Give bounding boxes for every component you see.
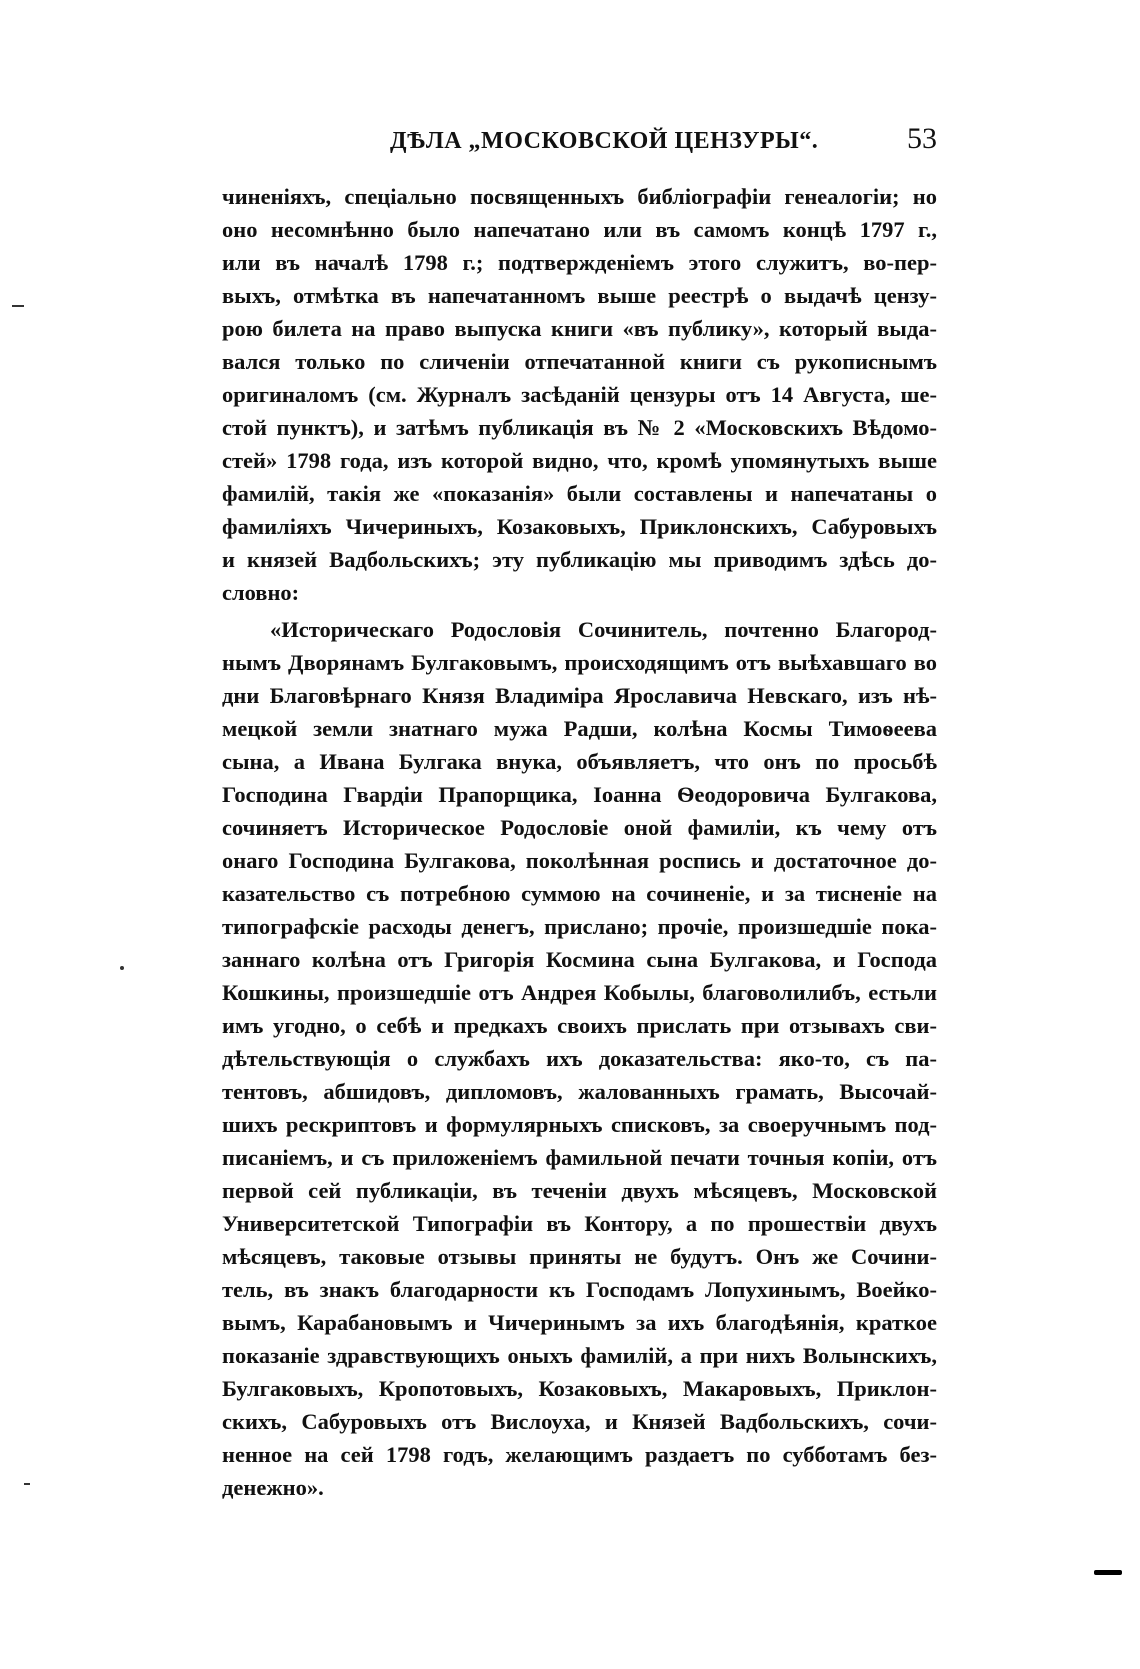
text-line: скихъ, Сабуровыхъ отъ Вислоуха, и Князей Вадбольскихъ, сочи-: [222, 1409, 937, 1434]
text-block: [222, 180, 937, 1504]
text-line: имъ угодно, о себѣ и предкахъ своихъ прислать при отзывахъ сви-: [222, 1013, 937, 1038]
text-line: ненное на сей 1798 годъ, желающимъ раздаетъ по субботамъ без-: [222, 1442, 937, 1467]
text-line: Булгаковыхъ, Кропотовыхъ, Козаковыхъ, Макаровыхъ, Приклон-: [222, 1376, 937, 1401]
text-line: казательство съ потребною суммою на сочиненіе, и за тисненіе на: [222, 881, 937, 906]
text-line: и князей Вадбольскихъ; эту публикацію мы приводимъ здѣсь до-: [222, 547, 937, 572]
text-line: словно:: [222, 580, 300, 605]
running-title: ДѢЛА „МОСКОВСКОЙ ЦЕНЗУРЫ“.: [390, 128, 819, 154]
text-line: рою билета на право выпуска книги «въ публику», который выда-: [222, 316, 937, 341]
text-line: шихъ рескриптовъ и формулярныхъ списковъ, за своеручнымъ под-: [222, 1112, 937, 1137]
text-line: типографскіе расходы денегъ, прислано; прочіе, произшедшіе пока-: [222, 914, 937, 939]
text-line: мецкой земли знатнаго мужа Радши, колѣна Космы Тимоѳеева: [222, 716, 937, 741]
text-line: денежно».: [222, 1475, 324, 1500]
text-line: или въ началѣ 1798 г.; подтвержденіемъ этого служитъ, во-пер-: [222, 250, 937, 275]
scan-mark: [12, 305, 24, 307]
text-line: показаніе здравствующихъ оныхъ фамилій, а при нихъ Волынскихъ,: [222, 1343, 937, 1368]
scan-mark: [24, 1483, 30, 1485]
text-line: стой пунктъ), и затѣмъ публикація въ № 2 «Московскихъ Вѣдомо-: [222, 415, 937, 440]
text-line: мѣсяцевъ, таковые отзывы приняты не будутъ. Онъ же Сочини-: [222, 1244, 937, 1269]
text-line: оно несомнѣнно было напечатано или въ самомъ концѣ 1797 г.,: [222, 217, 937, 242]
paragraph-1: [222, 180, 937, 609]
text-line: тель, въ знакъ благодарности къ Господамъ Лопухинымъ, Воейко-: [222, 1277, 937, 1302]
text-line: чиненіяхъ, спеціально посвященныхъ библіографіи генеалогіи; но: [222, 184, 937, 209]
text-line: онаго Господина Булгакова, поколѣнная роспись и достаточное до-: [222, 848, 937, 873]
page-number: 53: [907, 122, 937, 155]
text-line: заннаго колѣна отъ Григорія Космина сына Булгакова, и Господа: [222, 947, 937, 972]
text-line: Университетской Типографіи въ Контору, а по прошествіи двухъ: [222, 1211, 937, 1236]
text-line: вымъ, Карабановымъ и Чичеринымъ за ихъ благодѣянія, краткое: [222, 1310, 937, 1335]
text-line: фамиліяхъ Чичериныхъ, Козаковыхъ, Приклонскихъ, Сабуровыхъ: [222, 514, 937, 539]
scan-mark: [120, 966, 124, 970]
text-line: стей» 1798 года, изъ которой видно, что, кромѣ упомянутыхъ выше: [222, 448, 937, 473]
text-line: тентовъ, абшидовъ, дипломовъ, жалованныхъ грамать, Высочай-: [222, 1079, 937, 1104]
paragraph-2-quotation: [222, 613, 937, 1504]
text-line: писаніемъ, и съ приложеніемъ фамильной печати точныя копіи, отъ: [222, 1145, 937, 1170]
running-head: [222, 122, 937, 162]
text-line: Кошкины, произшедшіе отъ Андрея Кобылы, благоволилибъ, естьли: [222, 980, 937, 1005]
text-line: фамилій, такія же «показанія» были составлены и напечатаны о: [222, 481, 937, 506]
text-line: выхъ, отмѣтка въ напечатанномъ выше реестрѣ о выдачѣ цензу-: [222, 283, 937, 308]
text-line: нымъ Дворянамъ Булгаковымъ, происходящимъ отъ выѣхавшаго во: [222, 650, 937, 675]
text-line: дѣтельствующія о службахъ ихъ доказательства: яко-то, съ па-: [222, 1046, 937, 1071]
scan-mark: [1094, 1570, 1122, 1575]
text-line: первой сей публикаціи, въ теченіи двухъ мѣсяцевъ, Московской: [222, 1178, 937, 1203]
text-line: оригиналомъ (см. Журналъ засѣданій цензуры отъ 14 Августа, ше-: [222, 382, 937, 407]
text-line: Господина Гвардіи Прапорщика, Іоанна Ѳеодоровича Булгакова,: [222, 782, 937, 807]
text-line: сына, а Ивана Булгака внука, объявляетъ, что онъ по просьбѣ: [222, 749, 937, 774]
text-line: «Историческаго Родословія Сочинитель, почтенно Благород-: [270, 617, 937, 642]
text-line: сочиняетъ Историческое Родословіе оной фамиліи, къ чему отъ: [222, 815, 937, 840]
text-line: дни Благовѣрнаго Князя Владиміра Ярославича Невскаго, изъ нѣ-: [222, 683, 937, 708]
text-line: вался только по сличеніи отпечатанной книги съ рукописнымъ: [222, 349, 937, 374]
